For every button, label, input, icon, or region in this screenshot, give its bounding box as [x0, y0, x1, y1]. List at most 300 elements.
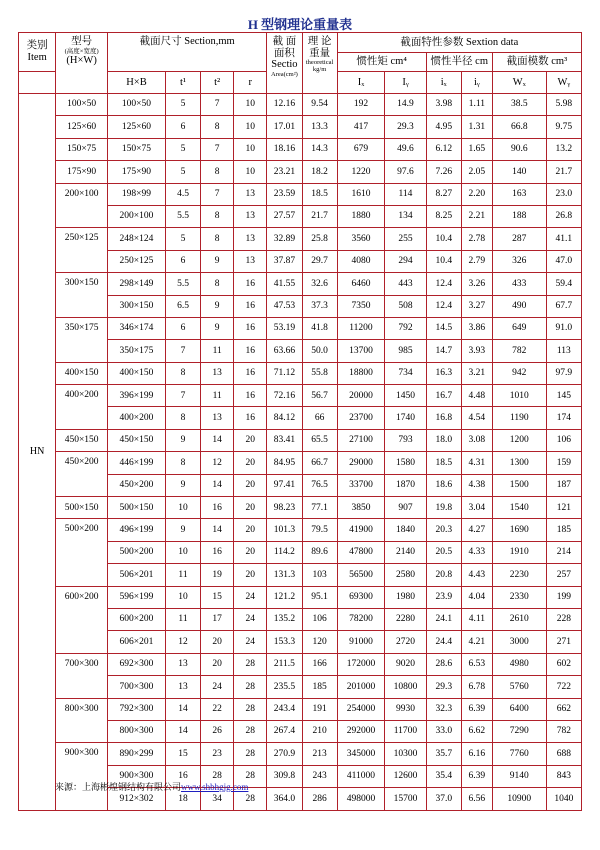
- table-cell: 131.3: [267, 564, 302, 586]
- table-cell: 3.08: [461, 429, 492, 451]
- table-cell: 172000: [337, 653, 385, 675]
- table-cell: 18.0: [426, 429, 461, 451]
- table-cell: 662: [546, 698, 581, 720]
- table-cell: 235.5: [267, 676, 302, 698]
- table-cell: 13: [165, 653, 200, 675]
- table-cell: 298×149: [107, 273, 165, 295]
- table-cell: 18.2: [302, 161, 337, 183]
- table-cell: 76.5: [302, 474, 337, 496]
- table-cell: 4.21: [461, 631, 492, 653]
- table-cell: 907: [385, 497, 426, 519]
- table-cell: 35.7: [426, 743, 461, 765]
- table-row: [19, 362, 582, 384]
- table-cell: 24.1: [426, 608, 461, 630]
- table-cell: 18800: [337, 362, 385, 384]
- model-cell: 500×150: [56, 497, 108, 519]
- table-cell: 21.7: [546, 161, 581, 183]
- table-row: [19, 743, 582, 765]
- table-cell: 16: [234, 385, 267, 407]
- table-cell: 14: [201, 519, 234, 541]
- table-cell: 41.8: [302, 317, 337, 339]
- header-t1: t¹: [165, 72, 200, 94]
- table-cell: 1910: [492, 541, 546, 563]
- table-cell: 243: [302, 765, 337, 787]
- table-cell: 2.78: [461, 228, 492, 250]
- table-cell: 145: [546, 385, 581, 407]
- table-cell: 1.65: [461, 138, 492, 160]
- table-cell: 21.7: [302, 205, 337, 227]
- table-cell: 72.16: [267, 385, 302, 407]
- table-cell: 26.8: [546, 205, 581, 227]
- table-cell: 20.3: [426, 519, 461, 541]
- table-cell: 140: [492, 161, 546, 183]
- table-cell: 606×201: [107, 631, 165, 653]
- table-cell: 248×124: [107, 228, 165, 250]
- header-t2: t²: [201, 72, 234, 94]
- header-model: [56, 33, 108, 94]
- table-cell: 13700: [337, 340, 385, 362]
- h-beam-weight-table: [18, 32, 582, 811]
- table-cell: 16: [234, 273, 267, 295]
- header-inertia: 惯性矩 cm⁴: [337, 53, 426, 72]
- table-cell: 890×299: [107, 743, 165, 765]
- table-cell: 9: [201, 317, 234, 339]
- header-model-hw: (H×W): [66, 54, 97, 66]
- table-cell: 32.6: [302, 273, 337, 295]
- group-label: HN: [19, 94, 56, 811]
- table-cell: 2720: [385, 631, 426, 653]
- table-cell: 12600: [385, 765, 426, 787]
- table-cell: 16: [201, 497, 234, 519]
- model-cell: 125×60: [56, 116, 108, 138]
- table-cell: 47.0: [546, 250, 581, 272]
- table-cell: 7: [165, 340, 200, 362]
- table-cell: 7350: [337, 295, 385, 317]
- table-cell: 98.23: [267, 497, 302, 519]
- table-cell: 4.31: [461, 452, 492, 474]
- table-cell: 243.4: [267, 698, 302, 720]
- table-cell: 20: [234, 474, 267, 496]
- table-cell: 6460: [337, 273, 385, 295]
- header-ix: Iₓ: [337, 72, 385, 94]
- table-cell: 9: [201, 295, 234, 317]
- footer-source: 来源：上海彬煌钢结构有限公司: [55, 782, 182, 792]
- table-cell: 602: [546, 653, 581, 675]
- table-cell: 782: [492, 340, 546, 362]
- table-cell: 18.5: [302, 183, 337, 205]
- table-cell: 20.5: [426, 541, 461, 563]
- table-cell: 1.31: [461, 116, 492, 138]
- table-cell: 12.4: [426, 295, 461, 317]
- table-cell: 8: [201, 273, 234, 295]
- table-cell: 28: [234, 653, 267, 675]
- table-cell: 6.62: [461, 720, 492, 742]
- table-cell: 23.0: [546, 183, 581, 205]
- table-cell: 5.5: [165, 273, 200, 295]
- table-cell: 121.2: [267, 586, 302, 608]
- table-cell: 13: [234, 250, 267, 272]
- table-cell: 13: [234, 205, 267, 227]
- table-cell: 5.98: [546, 94, 581, 116]
- table-cell: 10.4: [426, 250, 461, 272]
- table-cell: 188: [492, 205, 546, 227]
- table-cell: 28: [201, 765, 234, 787]
- table-cell: 10800: [385, 676, 426, 698]
- table-cell: 28: [234, 788, 267, 810]
- table-cell: 24: [201, 676, 234, 698]
- table-cell: 8: [165, 452, 200, 474]
- page-title: H 型钢理论重量表: [247, 17, 353, 32]
- table-cell: 100×50: [107, 94, 165, 116]
- table-cell: 20: [234, 452, 267, 474]
- table-cell: 14: [165, 698, 200, 720]
- model-cell: 450×200: [56, 452, 108, 497]
- model-cell: 400×150: [56, 362, 108, 384]
- table-cell: 28.6: [426, 653, 461, 675]
- table-cell: 10: [165, 497, 200, 519]
- table-row: [19, 497, 582, 519]
- table-cell: 255: [385, 228, 426, 250]
- table-cell: 1580: [385, 452, 426, 474]
- model-cell: 700×300: [56, 653, 108, 698]
- table-row: [19, 228, 582, 250]
- model-cell: 600×200: [56, 586, 108, 653]
- table-cell: 270.9: [267, 743, 302, 765]
- table-cell: 292000: [337, 720, 385, 742]
- table-cell: 600×200: [107, 608, 165, 630]
- table-cell: 14.9: [385, 94, 426, 116]
- table-cell: 7760: [492, 743, 546, 765]
- table-cell: 7: [201, 94, 234, 116]
- table-cell: 159: [546, 452, 581, 474]
- table-cell: 417: [337, 116, 385, 138]
- table-row: [19, 138, 582, 160]
- table-cell: 800×300: [107, 720, 165, 742]
- table-row: [19, 653, 582, 675]
- table-cell: 287: [492, 228, 546, 250]
- table-cell: 23.9: [426, 586, 461, 608]
- table-cell: 985: [385, 340, 426, 362]
- table-cell: 55.8: [302, 362, 337, 384]
- table-cell: 32.3: [426, 698, 461, 720]
- table-cell: 10: [234, 138, 267, 160]
- table-cell: 34: [201, 788, 234, 810]
- table-cell: 16: [234, 362, 267, 384]
- table-cell: 433: [492, 273, 546, 295]
- table-cell: 3560: [337, 228, 385, 250]
- table-cell: 211.5: [267, 653, 302, 675]
- table-cell: 28: [234, 698, 267, 720]
- table-cell: 67.7: [546, 295, 581, 317]
- header-weight-l1: 理 论: [307, 36, 332, 47]
- table-cell: 12.16: [267, 94, 302, 116]
- table-cell: 1540: [492, 497, 546, 519]
- table-cell: 153.3: [267, 631, 302, 653]
- table-cell: 4.95: [426, 116, 461, 138]
- header-weight-l3: theoretical: [305, 59, 334, 67]
- table-cell: 13.3: [302, 116, 337, 138]
- table-cell: 228: [546, 608, 581, 630]
- table-cell: 300×150: [107, 295, 165, 317]
- header-ry: iᵧ: [461, 72, 492, 94]
- table-cell: 33.0: [426, 720, 461, 742]
- table-cell: 6: [165, 116, 200, 138]
- table-cell: 63.66: [267, 340, 302, 362]
- table-cell: 508: [385, 295, 426, 317]
- table-cell: 700×300: [107, 676, 165, 698]
- model-cell: 300×150: [56, 273, 108, 318]
- header-item-label: Item: [27, 52, 47, 63]
- table-cell: 83.41: [267, 429, 302, 451]
- table-cell: 8: [201, 116, 234, 138]
- table-cell: 16: [201, 541, 234, 563]
- table-cell: 18.6: [426, 474, 461, 496]
- table-cell: 734: [385, 362, 426, 384]
- table-cell: 2.21: [461, 205, 492, 227]
- table-cell: 254000: [337, 698, 385, 720]
- table-cell: 47.53: [267, 295, 302, 317]
- table-cell: 41.55: [267, 273, 302, 295]
- header-area-l2: 面积: [273, 47, 295, 59]
- table-cell: 1840: [385, 519, 426, 541]
- table-cell: 97.9: [546, 362, 581, 384]
- table-cell: 1880: [337, 205, 385, 227]
- table-cell: 450×150: [107, 429, 165, 451]
- table-cell: 106: [302, 608, 337, 630]
- table-cell: 6.56: [461, 788, 492, 810]
- table-cell: 7: [201, 138, 234, 160]
- table-cell: 10: [165, 586, 200, 608]
- table-cell: 411000: [337, 765, 385, 787]
- table-cell: 150×75: [107, 138, 165, 160]
- table-cell: 6: [165, 250, 200, 272]
- table-cell: 18.16: [267, 138, 302, 160]
- table-cell: 23.21: [267, 161, 302, 183]
- table-cell: 12: [165, 631, 200, 653]
- table-cell: 7: [201, 183, 234, 205]
- table-cell: 5: [165, 228, 200, 250]
- table-cell: 2.79: [461, 250, 492, 272]
- table-cell: 8.25: [426, 205, 461, 227]
- table-cell: 101.3: [267, 519, 302, 541]
- table-cell: 97.41: [267, 474, 302, 496]
- table-cell: 364.0: [267, 788, 302, 810]
- table-cell: 1.11: [461, 94, 492, 116]
- table-cell: 200×100: [107, 205, 165, 227]
- table-cell: 47800: [337, 541, 385, 563]
- header-iy: Iᵧ: [385, 72, 426, 94]
- table-cell: 166: [302, 653, 337, 675]
- table-cell: 792×300: [107, 698, 165, 720]
- header-category: [19, 33, 56, 72]
- table-cell: 10: [234, 94, 267, 116]
- footer-link[interactable]: www.shbhgjg.com: [181, 782, 249, 792]
- table-cell: 89.6: [302, 541, 337, 563]
- table-row: [19, 161, 582, 183]
- table-cell: 6.78: [461, 676, 492, 698]
- table-cell: 9.54: [302, 94, 337, 116]
- table-cell: 91000: [337, 631, 385, 653]
- table-cell: 294: [385, 250, 426, 272]
- table-cell: 309.8: [267, 765, 302, 787]
- table-cell: 1690: [492, 519, 546, 541]
- table-cell: 66: [302, 407, 337, 429]
- table-cell: 191: [302, 698, 337, 720]
- table-cell: 59.4: [546, 273, 581, 295]
- table-cell: 843: [546, 765, 581, 787]
- header-weight: [302, 33, 337, 94]
- table-cell: 37.87: [267, 250, 302, 272]
- table-cell: 7290: [492, 720, 546, 742]
- table-cell: 400×200: [107, 407, 165, 429]
- table-cell: 95.1: [302, 586, 337, 608]
- table-cell: 13: [234, 228, 267, 250]
- table-cell: 496×199: [107, 519, 165, 541]
- table-cell: 79.5: [302, 519, 337, 541]
- table-cell: 56500: [337, 564, 385, 586]
- table-cell: 9: [165, 429, 200, 451]
- table-cell: 185: [302, 676, 337, 698]
- table-cell: 41900: [337, 519, 385, 541]
- table-cell: 2230: [492, 564, 546, 586]
- model-cell: 450×150: [56, 429, 108, 451]
- table-cell: 69300: [337, 586, 385, 608]
- header-area-l3: Sectio: [271, 59, 298, 71]
- table-cell: 15: [201, 586, 234, 608]
- table-cell: 4.5: [165, 183, 200, 205]
- table-cell: 3.27: [461, 295, 492, 317]
- table-cell: 9.75: [546, 116, 581, 138]
- footer: [55, 780, 248, 793]
- table-cell: 1220: [337, 161, 385, 183]
- table-cell: 125×60: [107, 116, 165, 138]
- table-cell: 9930: [385, 698, 426, 720]
- header-rx: iₓ: [426, 72, 461, 94]
- table-cell: 490: [492, 295, 546, 317]
- table-cell: 4.04: [461, 586, 492, 608]
- table-cell: 1450: [385, 385, 426, 407]
- table-row: [19, 94, 582, 116]
- table-cell: 3.04: [461, 497, 492, 519]
- table-cell: 134: [385, 205, 426, 227]
- table-cell: 106: [546, 429, 581, 451]
- table-cell: 20000: [337, 385, 385, 407]
- table-row: [19, 586, 582, 608]
- table-cell: 35.4: [426, 765, 461, 787]
- table-cell: 692×300: [107, 653, 165, 675]
- table-cell: 4.33: [461, 541, 492, 563]
- table-cell: 120: [302, 631, 337, 653]
- table-cell: 4.54: [461, 407, 492, 429]
- table-cell: 10900: [492, 788, 546, 810]
- table-cell: 12: [201, 452, 234, 474]
- table-cell: 900×300: [107, 765, 165, 787]
- table-body: [19, 94, 582, 811]
- table-cell: 192: [337, 94, 385, 116]
- table-cell: 28: [234, 676, 267, 698]
- table-row: [19, 519, 582, 541]
- table-cell: 23: [201, 743, 234, 765]
- model-cell: 800×300: [56, 698, 108, 743]
- table-cell: 135.2: [267, 608, 302, 630]
- table-cell: 3.98: [426, 94, 461, 116]
- table-cell: 250×125: [107, 250, 165, 272]
- table-cell: 10: [234, 161, 267, 183]
- header-category-blank: [19, 72, 56, 94]
- table-cell: 506×201: [107, 564, 165, 586]
- table-cell: 9140: [492, 765, 546, 787]
- table-cell: 2140: [385, 541, 426, 563]
- table-cell: 346×174: [107, 317, 165, 339]
- table-cell: 14: [165, 720, 200, 742]
- table-cell: 450×200: [107, 474, 165, 496]
- table-cell: 90.6: [492, 138, 546, 160]
- table-cell: 175×90: [107, 161, 165, 183]
- table-cell: 350×175: [107, 340, 165, 362]
- table-cell: 8: [201, 205, 234, 227]
- table-cell: 596×199: [107, 586, 165, 608]
- table-cell: 3850: [337, 497, 385, 519]
- table-cell: 6.12: [426, 138, 461, 160]
- table-cell: 1740: [385, 407, 426, 429]
- table-cell: 50.0: [302, 340, 337, 362]
- table-cell: 14: [201, 429, 234, 451]
- table-cell: 17.01: [267, 116, 302, 138]
- table-cell: 37.0: [426, 788, 461, 810]
- table-cell: 4080: [337, 250, 385, 272]
- table-cell: 9: [165, 474, 200, 496]
- table-cell: 27100: [337, 429, 385, 451]
- table-cell: 3.26: [461, 273, 492, 295]
- table-cell: 782: [546, 720, 581, 742]
- table-cell: 20: [201, 653, 234, 675]
- table-cell: 1040: [546, 788, 581, 810]
- table-cell: 53.19: [267, 317, 302, 339]
- table-cell: 10.4: [426, 228, 461, 250]
- table-cell: 24: [234, 586, 267, 608]
- table-cell: 1870: [385, 474, 426, 496]
- table-cell: 66.7: [302, 452, 337, 474]
- header-area: [267, 33, 302, 94]
- table-cell: 5.5: [165, 205, 200, 227]
- table-cell: 29.7: [302, 250, 337, 272]
- table-cell: 13: [234, 183, 267, 205]
- table-cell: 6.53: [461, 653, 492, 675]
- table-cell: 8: [201, 161, 234, 183]
- table-row: [19, 385, 582, 407]
- table-row: [19, 116, 582, 138]
- header-wy: Wᵧ: [546, 72, 581, 94]
- table-cell: 187: [546, 474, 581, 496]
- table-cell: 13: [165, 676, 200, 698]
- header-section-size: 截面尺寸 Section,mm: [107, 33, 266, 72]
- table-cell: 18: [165, 788, 200, 810]
- table-cell: 8: [165, 362, 200, 384]
- table-cell: 19: [201, 564, 234, 586]
- table-cell: 33700: [337, 474, 385, 496]
- header-category-label: 类别: [26, 40, 48, 52]
- table-cell: 25.8: [302, 228, 337, 250]
- table-cell: 11700: [385, 720, 426, 742]
- table-cell: 17: [201, 608, 234, 630]
- table-cell: 16.8: [426, 407, 461, 429]
- table-cell: 32.89: [267, 228, 302, 250]
- table-cell: 4980: [492, 653, 546, 675]
- header-model-label: 型号: [71, 36, 93, 47]
- table-cell: 4.48: [461, 385, 492, 407]
- table-cell: 10300: [385, 743, 426, 765]
- model-cell: 500×200: [56, 519, 108, 586]
